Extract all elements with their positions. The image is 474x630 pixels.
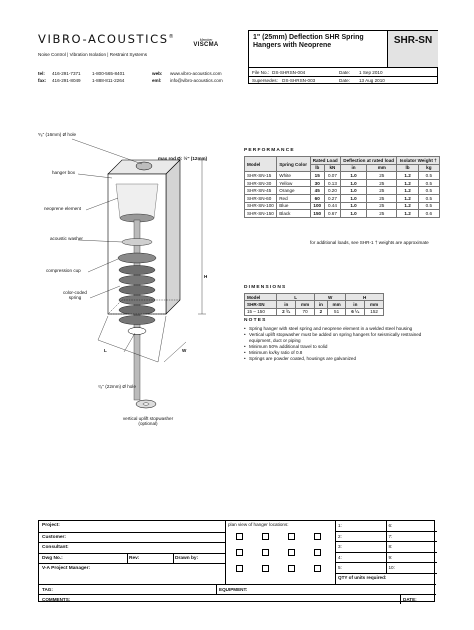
cell: 1.2 xyxy=(397,202,418,210)
cell: Red xyxy=(277,194,310,202)
cell: 0.5 xyxy=(418,194,439,202)
qty-cell[interactable]: 2: xyxy=(336,532,387,543)
date-label: Date: xyxy=(339,69,350,75)
cell: 0.44 xyxy=(324,202,340,210)
cell: 6 ¹⁄₄ xyxy=(346,308,365,315)
cell: 0.5 xyxy=(418,187,439,195)
contact-label: fax: xyxy=(38,78,47,83)
supersedes-date: 13 Aug 2010 xyxy=(359,78,385,83)
cell: 0.6 xyxy=(418,210,439,218)
table-units-row xyxy=(245,301,384,308)
cell: SHR-SN-45 xyxy=(245,187,277,195)
qty-cell[interactable]: 7: xyxy=(387,532,438,543)
performance-table xyxy=(244,156,440,218)
table-row xyxy=(245,172,440,180)
qty-cell[interactable]: 8: xyxy=(387,542,438,553)
col-model: Model xyxy=(245,157,277,172)
hanger-drawing xyxy=(38,126,248,446)
cell: 0.5 xyxy=(418,172,439,180)
project-field[interactable] xyxy=(39,521,225,532)
email-link[interactable]: info@vibro-acoustics.com xyxy=(170,78,223,83)
plan-view-area[interactable] xyxy=(225,521,335,584)
hole-top-label: ⁵⁄₈" (16mm) Ø hole xyxy=(38,132,77,137)
qty-cell[interactable]: 5: xyxy=(336,563,387,574)
cell: 0.07 xyxy=(324,172,340,180)
notes-title: NOTES xyxy=(244,318,267,323)
note-item: • Vertical uplift stopwasher must be added on spring hangers for seismically restrained equipment, duct or piping xyxy=(244,332,434,344)
qty-cell[interactable]: 6: xyxy=(387,521,438,532)
unit: in xyxy=(340,164,366,172)
cell: 2 xyxy=(314,308,327,315)
cell: 25 xyxy=(367,202,397,210)
col-h: H xyxy=(346,294,384,301)
qty-cell[interactable]: 9: xyxy=(387,553,438,564)
cell: 60 xyxy=(310,194,324,202)
hanger-location-box[interactable] xyxy=(236,549,243,556)
cell: SHR-SN-150 xyxy=(245,210,277,218)
tag-row xyxy=(39,584,436,594)
dim-h-label: H xyxy=(204,274,208,279)
cell: 1.0 xyxy=(340,210,366,218)
cell: SHR-SN-100 xyxy=(245,202,277,210)
customer-field[interactable] xyxy=(39,532,225,543)
contact-label: web: xyxy=(152,71,163,76)
table-row xyxy=(245,194,440,202)
dwg-row xyxy=(39,553,225,564)
qty-label: QTY of units required: xyxy=(338,575,387,580)
cell: 0.20 xyxy=(324,187,340,195)
col-rated-load: Rated Load xyxy=(310,157,340,165)
drawn-by-label: Drawn by: xyxy=(175,555,199,561)
table-row xyxy=(245,202,440,210)
hanger-box-label: hanger box xyxy=(52,170,75,175)
consultant-label: Consultant: xyxy=(42,545,69,550)
table-row xyxy=(245,179,440,187)
cell: 0.13 xyxy=(324,179,340,187)
table-row xyxy=(245,210,440,218)
plan-label: plan view of hanger locations: xyxy=(228,522,289,527)
contact-block xyxy=(38,71,248,85)
cell: 100 xyxy=(310,202,324,210)
pm-field[interactable] xyxy=(39,563,225,584)
company-logo xyxy=(38,32,175,46)
table-header-row xyxy=(245,294,384,301)
file-label: File No.: xyxy=(252,69,270,75)
unit: lb xyxy=(310,164,324,172)
cell: 1.0 xyxy=(340,179,366,187)
hanger-location-box[interactable] xyxy=(288,533,295,540)
page-title: 1" (25mm) Deflection SHR Spring Hangers with Neoprene xyxy=(253,34,364,50)
dimensions-title: DIMENSIONS xyxy=(244,285,287,290)
dimensions-table xyxy=(244,293,384,316)
unit: in xyxy=(277,301,296,308)
note-item: • Springs are powder coated, housings are galvanized xyxy=(244,356,434,362)
unit: kg xyxy=(418,164,439,172)
supersedes-row xyxy=(249,76,438,84)
cell: 25 xyxy=(367,194,397,202)
notes-section xyxy=(244,318,434,362)
cell: 0.27 xyxy=(324,194,340,202)
cell: 0.5 xyxy=(418,202,439,210)
hanger-location-box[interactable] xyxy=(262,549,269,556)
cell: Orange xyxy=(277,187,310,195)
notes-list xyxy=(244,326,434,362)
hanger-location-box[interactable] xyxy=(314,533,321,540)
logo-text: VIBRO-ACOUSTICS xyxy=(38,32,169,46)
table-row xyxy=(245,187,440,195)
col-l: L xyxy=(277,294,315,301)
col-deflection: Deflection at rated load xyxy=(340,157,397,165)
table-row xyxy=(245,308,384,315)
tag-label: TAG: xyxy=(42,587,53,592)
cup-label: compression cup xyxy=(46,268,81,273)
table-header-row xyxy=(245,157,440,165)
dim-l-label: L xyxy=(104,348,107,353)
project-form xyxy=(38,520,435,602)
phone-number: 416-291-7371 xyxy=(52,71,81,76)
unit: mm xyxy=(367,164,397,172)
cell: 15 – 150 xyxy=(245,308,277,315)
contact-row-fax xyxy=(38,78,248,85)
customer-label: Customer: xyxy=(42,534,66,540)
contact-row-tel xyxy=(38,71,248,78)
file-date: 1 Sep 2010 xyxy=(359,69,383,75)
cell: 1.0 xyxy=(340,202,366,210)
cell: 70 xyxy=(296,308,315,315)
logo-registered-mark: ® xyxy=(168,34,176,41)
cell: White xyxy=(277,172,310,180)
note-item: • Spring hanger with steel spring and neoprene element in a welded steel housing xyxy=(244,326,434,332)
comments-row xyxy=(39,594,436,603)
qty-cell[interactable]: 4: xyxy=(336,553,387,564)
dwg-label: Dwg No.: xyxy=(42,555,63,561)
dim-w-label: W xyxy=(182,348,187,353)
cell: 1.2 xyxy=(397,172,418,180)
neoprene-label: neoprene element xyxy=(44,206,82,211)
cell: 15 xyxy=(310,172,324,180)
unit: mm xyxy=(296,301,315,308)
member-text: Member xyxy=(199,38,213,42)
fax-tollfree: 1-888-811-2264 xyxy=(92,78,125,83)
cell: 0.67 xyxy=(324,210,340,218)
unit: mm xyxy=(365,301,384,308)
comments-label: COMMENTS: xyxy=(42,596,71,602)
contact-label: tel: xyxy=(38,71,45,76)
hanger-location-box[interactable] xyxy=(236,565,243,572)
cell: 2 ³⁄₄ xyxy=(277,308,296,315)
file-number: DS-SHRSN-004 xyxy=(272,69,306,75)
col-model: Model xyxy=(245,294,277,301)
tagline: Noise Control | Vibration Isolation | Restraint Systems xyxy=(38,52,148,57)
hanger-location-box[interactable] xyxy=(262,565,269,572)
cell: 1.2 xyxy=(397,194,418,202)
unit: SHR-SN xyxy=(245,301,277,308)
cell: 45 xyxy=(310,187,324,195)
stopwasher-label: vertical uplift stopwasher (optional) xyxy=(122,416,174,427)
qty-cell[interactable]: 3: xyxy=(336,542,387,553)
col-w: W xyxy=(314,294,346,301)
cell: 1.2 xyxy=(397,179,418,187)
unit: mm xyxy=(327,301,346,308)
hanger-location-box[interactable] xyxy=(288,565,295,572)
cell: 51 xyxy=(327,308,346,315)
cell: 0.5 xyxy=(418,179,439,187)
unit: kN xyxy=(324,164,340,172)
cell: SHR-SN-60 xyxy=(245,194,277,202)
spring-label: color-coded spring xyxy=(62,290,87,301)
performance-footnote: for additional loads, see SHR-1 † weights are approximate xyxy=(310,240,429,245)
rev-label: Rev: xyxy=(129,555,140,561)
cell: 25 xyxy=(367,187,397,195)
cell: Black xyxy=(277,210,310,218)
cell: Yellow xyxy=(277,179,310,187)
max-rod-label: max rod Ø: ½" (12mm) xyxy=(158,156,208,161)
cell: 1.2 xyxy=(397,187,418,195)
note-item: • Minimum 50% additional travel to solid xyxy=(244,344,434,350)
hanger-location-box[interactable] xyxy=(288,549,295,556)
performance-title: PERFORMANCE xyxy=(244,148,295,153)
pm-label: V-A Project Manager: xyxy=(42,566,91,571)
cell: 1.0 xyxy=(340,172,366,180)
hanger-location-box[interactable] xyxy=(314,549,321,556)
contact-label: eml: xyxy=(152,78,162,83)
date-label: DATE: xyxy=(403,596,417,602)
unit: in xyxy=(346,301,365,308)
qty-cell[interactable]: 10: xyxy=(387,563,438,574)
cell: SHR-SN-30 xyxy=(245,179,277,187)
supersedes-label: Supersedes: xyxy=(252,78,278,83)
hanger-location-box[interactable] xyxy=(236,533,243,540)
hanger-location-box[interactable] xyxy=(262,533,269,540)
project-label: Project: xyxy=(42,523,60,528)
unit: lb xyxy=(397,164,418,172)
consultant-field[interactable] xyxy=(39,542,225,553)
cell: 152 xyxy=(365,308,384,315)
title-box xyxy=(248,30,438,84)
cell: 1.0 xyxy=(340,187,366,195)
phone-tollfree: 1-800-565-8401 xyxy=(92,71,125,76)
fax-number: 416-291-8049 xyxy=(52,78,81,83)
cell: 25 xyxy=(367,172,397,180)
cell: 30 xyxy=(310,179,324,187)
cell: 1.2 xyxy=(397,210,418,218)
hole-bottom-label: ⁷⁄₈" (22mm) Ø hole xyxy=(98,384,136,389)
website-link[interactable]: www.vibro-acoustics.com xyxy=(170,71,222,76)
note-item: • Minimum kx/ky ratio of 0.8 xyxy=(244,350,434,356)
date-label: Date: xyxy=(339,78,350,83)
col-weight: Isolator Weight † xyxy=(397,157,440,165)
hanger-location-box[interactable] xyxy=(314,565,321,572)
cell: SHR-SN-15 xyxy=(245,172,277,180)
supersedes-number: DS-SHRSN-003 xyxy=(282,78,316,83)
cell: 150 xyxy=(310,210,324,218)
cell: 25 xyxy=(367,179,397,187)
model-badge: SHR-SN xyxy=(387,31,438,67)
cell: 25 xyxy=(367,210,397,218)
col-spring-color: Spring Color xyxy=(277,157,310,172)
unit: in xyxy=(314,301,327,308)
equipment-label: EQUIPMENT: xyxy=(219,587,248,592)
file-info-row xyxy=(249,67,438,75)
washer-label: acoustic washer xyxy=(50,236,83,241)
qty-area xyxy=(335,521,436,584)
cell: 1.0 xyxy=(340,194,366,202)
cell: Blue xyxy=(277,202,310,210)
qty-cell[interactable]: 1: xyxy=(336,521,387,532)
member-org-logo: VISCMA xyxy=(193,42,219,48)
